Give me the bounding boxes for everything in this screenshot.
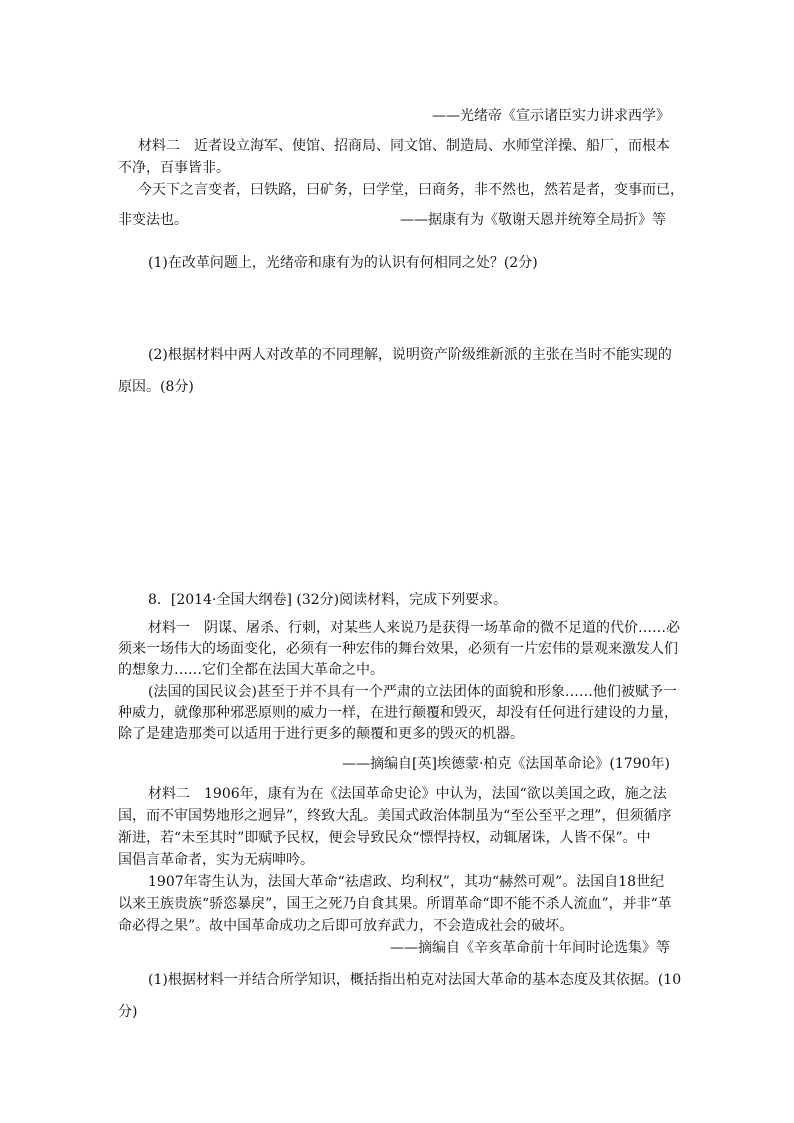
question-2-line-1: (2)根据材料中两人对改革的不同理解，说明资产阶级维新派的主张在当时不能实现的 bbox=[148, 347, 672, 363]
material-1-line-5: 种威力，就像那种邪恶原则的威力一样，在进行颠覆和毁灭，却没有任何进行建设的力量， bbox=[118, 705, 678, 721]
material-1-line-4: (法国的国民议会)甚至于并不具有一个严肃的立法团体的面貌和形象……他们被赋予一 bbox=[148, 684, 677, 700]
material-2b-line-3: 渐进，若“未至其时”即赋予民权，便会导致民众“慓悍持权，动辄屠诛，人皆不保”。中 bbox=[118, 830, 651, 846]
top-citation: ——光绪帝《宣示诸臣实力讲求西学》 bbox=[432, 108, 670, 124]
question-8-1-line-2: 分) bbox=[118, 1004, 138, 1020]
material-2b-line-2: 国，而不审国势地形之迥异”，终致大乱。美国式政治体制虽为“至公至平之理”，但须循序 bbox=[118, 808, 672, 824]
question-8-header: 8．[2014·全国大纲卷] (32分)阅读材料，完成下列要求。 bbox=[148, 592, 508, 608]
material-2b-line-6: 以来王族贵族“骄恣暴戾”，国王之死乃自食其果。所谓革命“即不能不杀人流血”，并非“革 bbox=[118, 896, 672, 912]
material-1-line-1: 材料一 阴谋、屠杀、行刺，对某些人来说乃是获得一场革命的微不足道的代价……必 bbox=[148, 620, 680, 636]
material-1-line-6: 除了是建造那类可以适用于进行更多的颠覆和更多的毁灭的机器。 bbox=[118, 726, 524, 742]
material-2-line-4: 非变法也。 bbox=[118, 212, 188, 228]
material-2-citation: ——据康有为《敬谢天恩并统筹全局折》等 bbox=[400, 212, 666, 228]
material-1-line-3: 的想象力……它们全都在法国大革命之中。 bbox=[118, 662, 384, 678]
material-2b-line-4: 国倡言革命者，实为无病呻吟。 bbox=[118, 852, 314, 868]
material-2b-line-1: 材料二 1906年，康有为在《法国革命史论》中认为，法国“欲以美国之政，施之法 bbox=[148, 786, 667, 802]
material-2-line-3: 今天下之言变者，曰铁路，曰矿务，曰学堂，曰商务，非不然也，然若是者，变事而已， bbox=[138, 182, 684, 198]
material-2b-line-7: 命必得之果”。故中国革命成功之后即可放弃武力，不会造成社会的破坏。 bbox=[118, 918, 574, 934]
question-2-line-2: 原因。(8分) bbox=[118, 379, 194, 395]
material-2b-citation: ——摘编自《辛亥革命前十年间时论选集》等 bbox=[390, 940, 670, 956]
question-8-1-line-1: (1)根据材料一并结合所学知识，概括指出柏克对法国大革命的基本态度及其依据。(10 bbox=[148, 972, 682, 988]
material-1-line-2: 须来一场伟大的场面变化，必须有一种宏伟的舞台效果，必须有一片宏伟的景观来激发人们 bbox=[118, 641, 678, 657]
question-1: (1)在改革问题上，光绪帝和康有为的认识有何相同之处？(2分) bbox=[148, 255, 538, 271]
material-2b-line-5: 1907年寄生认为，法国大革命“祛虐政、均利权”，其功“赫然可观”。法国自18世纪 bbox=[148, 874, 665, 890]
material-2-line-1: 材料二 近者设立海军、使馆、招商局、同文馆、制造局、水师堂洋操、船厂，而根本 bbox=[138, 138, 670, 154]
material-2-line-2: 不净，百事皆非。 bbox=[118, 160, 230, 176]
material-1-citation: ——摘编自[英]埃德蒙·柏克《法国革命论》(1790年) bbox=[342, 756, 670, 772]
